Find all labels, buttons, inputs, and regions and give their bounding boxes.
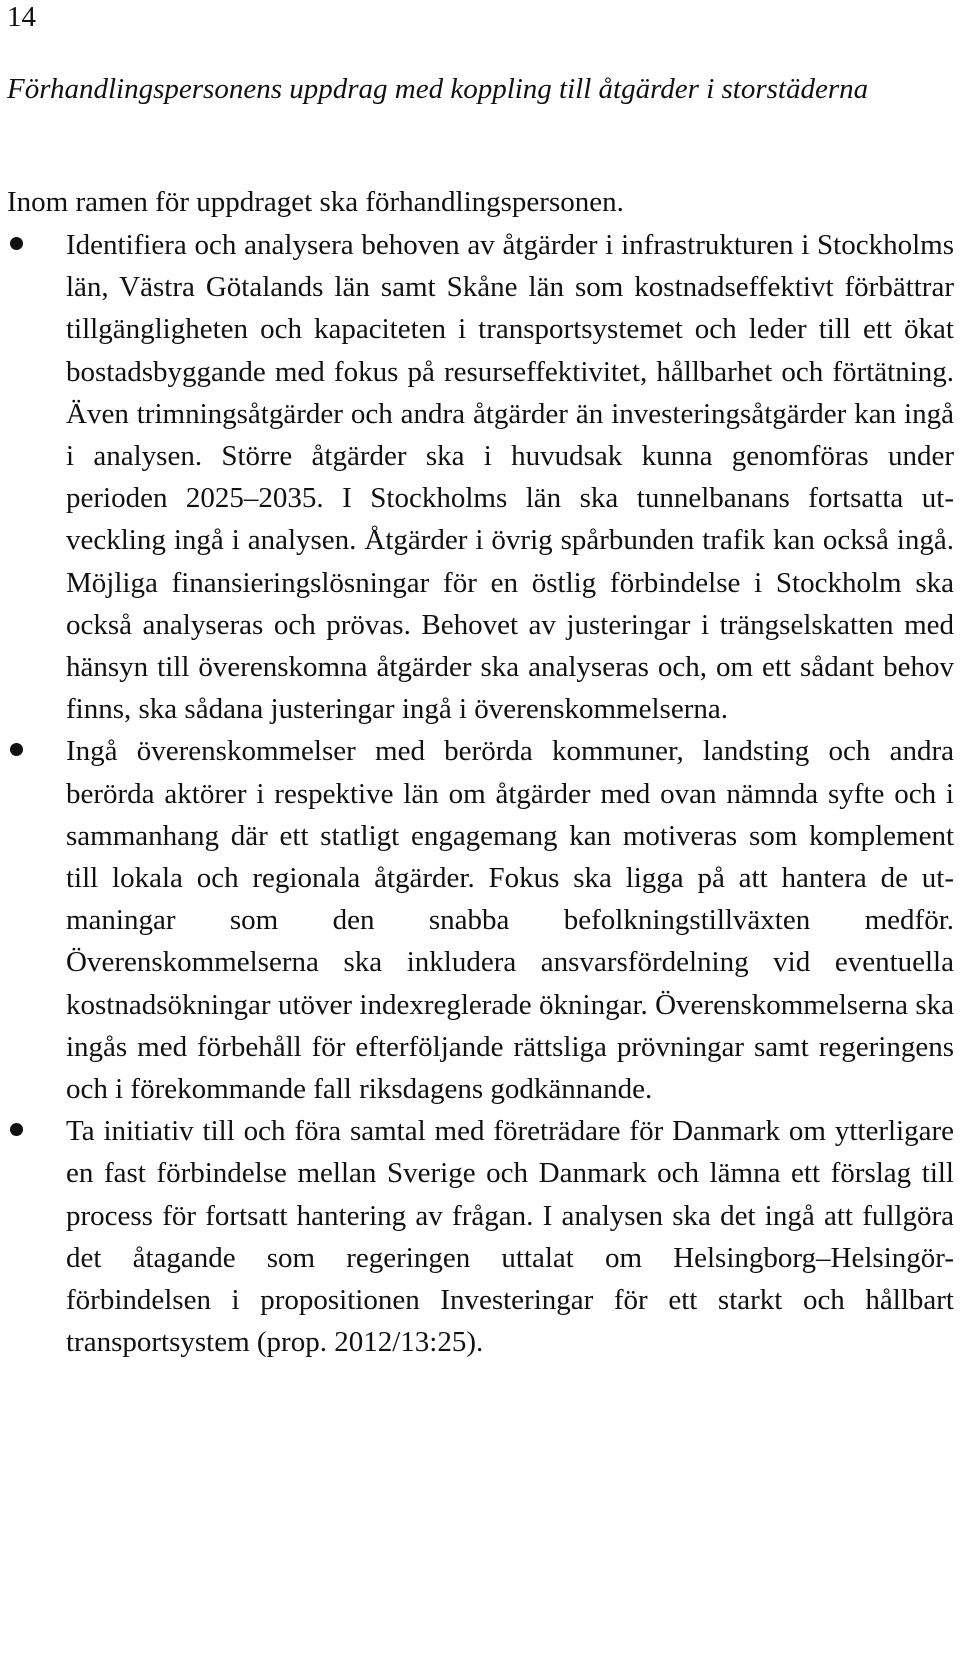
bullet-text: Ta initiativ till och föra samtal med företrädare för Danmark om ytterligare en fast förbindelse mellan Sverige och Danmark och lämna ett förslag till process för fortsatt hantering av frågan. I analysen ska det ingå att fullgöra det åtagande som regeringen uttalat om Helsingborg–Helsingör-förbindelsen i propositionen Investeringar för ett starkt och hållbart transportsystem (prop. 2012/13:25). (66, 1115, 954, 1359)
section-heading: Förhandlingspersonens uppdrag med koppling till åtgärder i storstäderna (7, 73, 869, 105)
bullet-icon (10, 237, 23, 250)
bullet-icon (10, 743, 23, 756)
list-item (0, 224, 954, 730)
list-item (0, 730, 954, 1110)
bullet-icon (10, 1123, 23, 1136)
bullet-text: Ingå överenskommelser med berörda kommuner, landsting och andra berörda aktörer i respektive län om åtgärder med ovan nämnda syfte och i sammanhang där ett statligt engagemang kan motiveras som komplement till lokala och regionala åtgärder. Fokus ska ligga på att hantera de utmaningar som den snabba befolkningstillväxten medför. Överenskommelserna ska inkludera ansvarsfördelning vid eventuella kostnadsökningar utöver indexreglerade ökningar. Överenskommelserna ska ingås med förbehåll för efterföljande rättsliga prövningar samt regeringens och i förekommande fall riksdagens godkännande. (66, 735, 954, 1106)
bullet-list (0, 224, 960, 1363)
page-number: 14 (7, 1, 36, 33)
list-item (0, 1110, 954, 1363)
bullet-text: Identifiera och analysera behoven av åtgärder i infrastrukturen i Stockholms län, Västra Götalands län samt Skåne län som kostnadseffektivt förbättrar tillgängligheten och kapaciteten i transportsystemet och leder till ett ökat bostadsbyggande med fokus på resurseffektivitet, hållbarhet och förtätning. Även trimningsåtgärder och andra åtgärder än investeringsåtgärder kan ingå i analysen. Större åtgärder ska i huvudsak kunna genomföras under perioden 2025–2035. I Stockholms län ska tunnelbanans fortsatta utveckling ingå i analysen. Åtgärder i övrig spårbunden trafik kan också ingå. Möjliga finansieringslösningar för en östlig förbindelse i Stockholm ska också analyseras och prövas. Behovet av justeringar i trängselskatten med hänsyn till överenskomna åtgärder ska analyseras och, om ett sådant behov finns, ska sådana justeringar ingå i överenskommelserna. (66, 229, 954, 726)
intro-paragraph: Inom ramen för uppdraget ska förhandlingspersonen. (7, 186, 624, 218)
